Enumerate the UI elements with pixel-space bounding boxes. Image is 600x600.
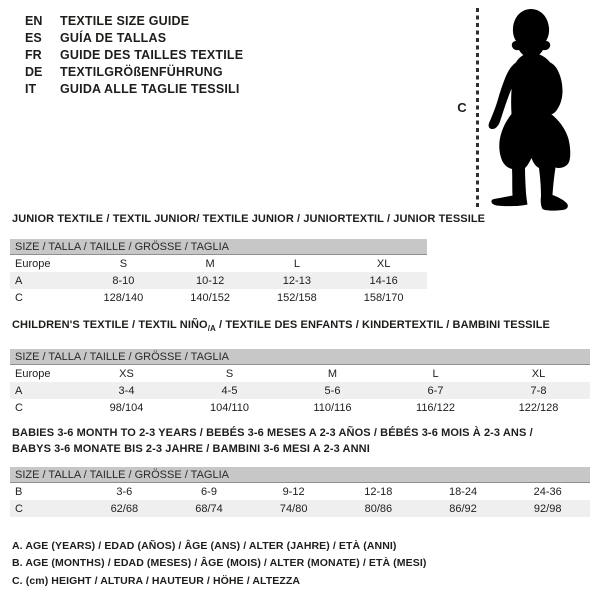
table-cell: 98/104 [109,401,144,414]
children-title-prefix: CHILDREN'S TEXTILE / TEXTIL NIÑO [12,319,208,331]
lang-title: GUIDA ALLE TAGLIE TESSILI [60,81,240,96]
lang-row-fr [25,46,243,63]
footnote-c: C. (cm) HEIGHT / ALTURA / HAUTEUR / HÖHE / ALTEZZA [12,574,301,587]
table-row-age [10,272,427,289]
row-label: A [15,384,23,397]
height-measure-label: C [457,100,467,115]
table-cell: 10-12 [196,274,225,287]
lang-title: GUÍA DE TALLAS [60,30,167,45]
table-row-europe [10,255,427,272]
footnotes [12,537,426,590]
table-cell: 140/152 [190,291,230,304]
lang-row-en [25,12,243,29]
table-cell: 122/128 [518,401,559,414]
lang-code: FR [25,47,42,62]
table-cell: 86/92 [449,502,477,515]
table-cell: 9-12 [282,485,305,498]
babies-size-table [10,467,590,517]
size-header-bar [10,349,590,365]
table-cell: 6-7 [427,384,444,397]
table-cell: 62/68 [110,502,139,515]
junior-size-table [10,239,427,306]
lang-title: GUIDE DES TAILLES TEXTILE [60,47,244,62]
table-cell: L [293,257,300,270]
row-label: C [15,291,23,304]
table-cell: 128/140 [103,291,144,304]
lang-row-de [25,63,243,80]
table-cell: 7-8 [530,384,547,397]
table-cell: 158/170 [363,291,404,304]
children-size-table [10,349,590,416]
table-cell: M [205,257,215,270]
table-cell: 8-10 [112,274,135,287]
size-header-bar [10,467,590,483]
table-row-height [10,399,590,416]
table-cell: 14-16 [369,274,398,287]
lang-row-it [25,80,243,97]
table-cell: 24-36 [533,485,562,498]
table-cell: S [225,367,234,380]
table-row-age [10,382,590,399]
table-row-height [10,289,427,306]
table-cell: 5-6 [324,384,341,397]
lang-code: IT [25,81,37,96]
children-title-suffix: / TEXTILE DES ENFANTS / KINDERTEXTIL / BAMBINI TESSILE [215,319,550,331]
lang-code: ES [25,30,42,45]
footnote-b: B. AGE (MONTHS) / EDAD (MESES) / ÂGE (MOIS) / ALTER (MONATE) / ETÀ (MESI) [12,557,427,570]
lang-code: EN [25,13,43,28]
table-cell: XL [531,367,546,380]
table-cell: 116/122 [416,401,455,414]
table-cell: 12-18 [364,485,393,498]
table-row-age-months [10,483,590,500]
lang-code: DE [25,64,43,79]
size-header-label: SIZE / TALLA / TAILLE / GRÖSSE / TAGLIA [15,240,229,253]
babies-section-title [12,427,533,455]
lang-title: TEXTILE SIZE GUIDE [60,13,190,28]
children-title-subscript: /A [207,324,216,333]
table-cell: XS [119,367,134,380]
table-cell: 12-13 [282,274,311,287]
children-section-title [12,319,550,333]
row-label: C [15,401,23,414]
junior-section-title: JUNIOR TEXTILE / TEXTIL JUNIOR/ TEXTILE JUNIOR / JUNIORTEXTIL / JUNIOR TESSILE [12,213,486,225]
row-label: Europe [15,257,51,270]
footnote-a: A. AGE (YEARS) / EDAD (AÑOS) / ÂGE (ANS) / ALTER (JAHRE) / ETÀ (ANNI) [12,539,397,552]
size-header-bar [10,239,427,255]
row-label: A [15,274,23,287]
table-cell: 3-6 [116,485,133,498]
table-cell: 18-24 [448,485,478,498]
size-header-label: SIZE / TALLA / TAILLE / GRÖSSE / TAGLIA [15,468,229,481]
table-cell: 104/110 [210,401,249,414]
row-label: C [15,502,23,515]
table-cell: S [119,257,128,270]
size-header-label: SIZE / TALLA / TAILLE / GRÖSSE / TAGLIA [15,350,229,363]
table-row-height [10,500,590,517]
baby-silhouette-icon [483,6,583,214]
table-row-europe [10,365,590,382]
height-dashed-line [476,8,479,208]
table-cell: 3-4 [118,384,135,397]
table-cell: 68/74 [195,502,223,515]
table-cell: 92/98 [533,502,562,515]
table-cell: L [432,367,439,380]
row-label: Europe [15,367,51,380]
table-cell: XL [376,257,391,270]
table-cell: 6-9 [201,485,217,498]
babies-title-line2: BABYS 3-6 MONATE BIS 2-3 JAHRE / BAMBINI 3-6 MESI A 2-3 ANNI [12,443,370,455]
language-header [25,12,243,97]
table-cell: 152/158 [276,291,317,304]
babies-title-line1: BABIES 3-6 MONTH TO 2-3 YEARS / BEBÉS 3-6 MESES A 2-3 AÑOS / BÉBÉS 3-6 MOIS À 2-3 ANS / [12,427,533,439]
row-label: B [15,485,23,498]
table-cell: M [327,367,338,380]
lang-row-es [25,29,243,46]
lang-title: TEXTILGRÖßENFÜHRUNG [60,64,223,79]
table-cell: 80/86 [364,502,393,515]
table-cell: 74/80 [279,502,308,515]
table-cell: 110/116 [313,401,352,414]
table-cell: 4-5 [221,384,238,397]
